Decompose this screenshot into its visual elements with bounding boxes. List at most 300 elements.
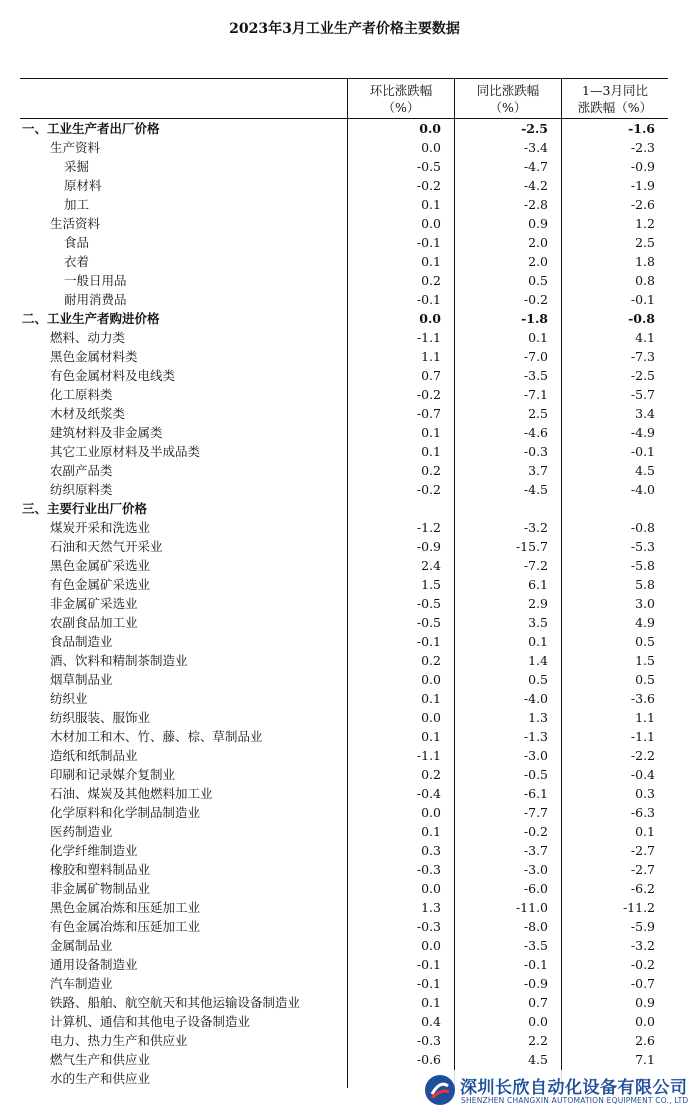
row-label: 黑色金属材料类 (50, 349, 138, 364)
table-row (20, 480, 668, 499)
ytd-value: 3.0 (635, 596, 655, 611)
mom-value: 0.2 (421, 767, 441, 782)
column-divider (561, 841, 562, 860)
yoy-value: 3.5 (528, 615, 548, 630)
row-label: 石油、煤炭及其他燃料加工业 (50, 786, 213, 801)
column-divider (347, 1069, 348, 1088)
table-row (20, 442, 668, 461)
table-row (20, 518, 668, 537)
column-divider (454, 480, 455, 499)
row-label: 黑色金属冶炼和压延加工业 (50, 900, 201, 915)
row-label: 造纸和纸制品业 (50, 748, 138, 763)
mom-value: 0.0 (419, 311, 441, 326)
row-label: 建筑材料及非金属类 (50, 425, 163, 440)
table-row (20, 670, 668, 689)
column-divider (561, 727, 562, 746)
column-divider (454, 233, 455, 252)
table-row (20, 708, 668, 727)
table-row (20, 499, 668, 518)
column-divider (454, 974, 455, 993)
column-divider (347, 917, 348, 936)
column-divider (454, 176, 455, 195)
mom-value: 0.0 (421, 216, 441, 231)
column-divider (561, 689, 562, 708)
mom-value: -0.1 (416, 634, 441, 649)
ytd-value: -0.2 (630, 957, 655, 972)
table-row (20, 822, 668, 841)
column-divider (347, 1050, 348, 1069)
yoy-value: 0.9 (528, 216, 548, 231)
table-row (20, 252, 668, 271)
column-divider (561, 518, 562, 537)
mom-value: -0.2 (416, 178, 441, 193)
table-row (20, 309, 668, 328)
yoy-value: -3.4 (523, 140, 548, 155)
mom-value: -0.5 (416, 159, 441, 174)
header-ytd-line1: 1—3月同比 (582, 83, 648, 98)
column-divider (454, 518, 455, 537)
column-divider (561, 784, 562, 803)
column-divider (561, 860, 562, 879)
yoy-value: -3.7 (523, 843, 548, 858)
column-divider (561, 746, 562, 765)
column-divider (347, 632, 348, 651)
column-divider (347, 727, 348, 746)
yoy-value: -4.0 (523, 691, 548, 706)
table-row (20, 1050, 668, 1069)
column-divider (347, 651, 348, 670)
ytd-value: -1.1 (630, 729, 655, 744)
column-divider (561, 404, 562, 423)
table-row (20, 138, 668, 157)
mom-value: 0.7 (421, 368, 441, 383)
ytd-value: -7.3 (630, 349, 655, 364)
column-divider (561, 366, 562, 385)
ytd-value: 2.5 (635, 235, 655, 250)
table-row (20, 784, 668, 803)
table-row (20, 195, 668, 214)
column-divider (454, 157, 455, 176)
column-divider (347, 537, 348, 556)
column-divider (454, 1031, 455, 1050)
ytd-value: 0.5 (635, 672, 655, 687)
table-row (20, 423, 668, 442)
column-divider (347, 309, 348, 328)
mom-value: 0.0 (421, 140, 441, 155)
column-divider (454, 347, 455, 366)
table-row (20, 613, 668, 632)
column-divider (347, 290, 348, 309)
yoy-value: -4.6 (523, 425, 548, 440)
column-divider (561, 176, 562, 195)
column-divider (561, 632, 562, 651)
column-divider (347, 423, 348, 442)
mom-value: 0.2 (421, 273, 441, 288)
ytd-value: -2.6 (630, 197, 655, 212)
ytd-value: 0.1 (635, 824, 655, 839)
table-row (20, 347, 668, 366)
ytd-value: 2.6 (635, 1033, 655, 1048)
column-divider (347, 271, 348, 290)
column-divider (454, 613, 455, 632)
yoy-value: 0.1 (528, 330, 548, 345)
yoy-value: -7.2 (523, 558, 548, 573)
table-row (20, 632, 668, 651)
column-divider (454, 917, 455, 936)
column-divider (347, 765, 348, 784)
row-label: 三、主要行业出厂价格 (22, 501, 148, 516)
yoy-value: 2.0 (528, 235, 548, 250)
header-mom-line2: （%） (382, 100, 420, 115)
yoy-value: 0.5 (528, 672, 548, 687)
column-divider (347, 974, 348, 993)
column-divider (454, 746, 455, 765)
yoy-value: -6.0 (523, 881, 548, 896)
row-label: 非金属矿物制品业 (50, 881, 151, 896)
mom-value: 1.3 (421, 900, 441, 915)
header-ytd-line2: 涨跌幅（%） (577, 100, 653, 115)
mom-value: -1.1 (416, 330, 441, 345)
company-logo-icon (424, 1074, 456, 1106)
mom-value: 0.4 (421, 1014, 441, 1029)
row-label: 纺织服装、服饰业 (50, 710, 151, 725)
ytd-value: 4.9 (635, 615, 655, 630)
column-divider (561, 499, 562, 518)
yoy-value: 0.5 (528, 273, 548, 288)
row-label: 化工原料类 (50, 387, 113, 402)
column-divider (454, 765, 455, 784)
column-divider (561, 423, 562, 442)
yoy-value: -2.8 (523, 197, 548, 212)
mom-value: -0.5 (416, 596, 441, 611)
mom-value: 0.1 (421, 995, 441, 1010)
row-label: 水的生产和供应业 (50, 1071, 151, 1086)
ytd-value: 7.1 (635, 1052, 655, 1067)
table-header (20, 78, 668, 119)
yoy-value: -0.2 (523, 824, 548, 839)
table-row (20, 271, 668, 290)
column-divider (454, 252, 455, 271)
column-divider (561, 955, 562, 974)
table-row (20, 993, 668, 1012)
column-divider (561, 214, 562, 233)
mom-value: 0.0 (421, 938, 441, 953)
yoy-value: -7.7 (523, 805, 548, 820)
column-divider (454, 423, 455, 442)
column-divider (454, 689, 455, 708)
yoy-value: -3.5 (523, 368, 548, 383)
header-ytd (561, 79, 668, 118)
column-divider (347, 670, 348, 689)
table-row (20, 689, 668, 708)
ytd-value: -5.7 (630, 387, 655, 402)
column-divider (454, 537, 455, 556)
mom-value: -0.6 (416, 1052, 441, 1067)
column-divider (561, 537, 562, 556)
mom-value: 0.0 (421, 805, 441, 820)
mom-value: 2.4 (421, 558, 441, 573)
column-divider (561, 917, 562, 936)
column-divider (454, 195, 455, 214)
column-divider (347, 385, 348, 404)
row-label: 生产资料 (50, 140, 101, 155)
ytd-value: -0.7 (630, 976, 655, 991)
table-row (20, 176, 668, 195)
row-label: 酒、饮料和精制茶制造业 (50, 653, 188, 668)
mom-value: -0.5 (416, 615, 441, 630)
mom-value: 1.5 (421, 577, 441, 592)
column-divider (454, 670, 455, 689)
column-divider (561, 556, 562, 575)
column-divider (347, 936, 348, 955)
row-label: 木材及纸浆类 (50, 406, 126, 421)
column-divider (454, 271, 455, 290)
row-label: 农副产品类 (50, 463, 113, 478)
column-divider (454, 803, 455, 822)
ytd-value: -0.1 (630, 444, 655, 459)
ytd-value: 5.8 (635, 577, 655, 592)
ytd-value: -5.3 (630, 539, 655, 554)
table-row (20, 404, 668, 423)
yoy-value: -3.0 (523, 748, 548, 763)
table-row (20, 575, 668, 594)
column-divider (347, 556, 348, 575)
yoy-value: -0.2 (523, 292, 548, 307)
yoy-value: -3.0 (523, 862, 548, 877)
row-label: 一般日用品 (64, 273, 127, 288)
column-divider (347, 689, 348, 708)
ytd-value: -0.8 (630, 520, 655, 535)
ytd-value: -0.9 (630, 159, 655, 174)
column-divider (454, 879, 455, 898)
column-divider (347, 784, 348, 803)
ytd-value: 4.5 (635, 463, 655, 478)
column-divider (561, 271, 562, 290)
mom-value: -0.1 (416, 292, 441, 307)
yoy-value: 4.5 (528, 1052, 548, 1067)
ytd-value: 1.1 (635, 710, 655, 725)
column-divider (454, 404, 455, 423)
column-divider (347, 803, 348, 822)
mom-value: 0.0 (419, 121, 441, 136)
column-divider (561, 765, 562, 784)
table-row (20, 157, 668, 176)
column-divider (454, 499, 455, 518)
ytd-value: -2.2 (630, 748, 655, 763)
mom-value: 1.1 (421, 349, 441, 364)
yoy-value: 0.0 (528, 1014, 548, 1029)
column-divider (561, 119, 562, 138)
yoy-value: -0.1 (523, 957, 548, 972)
mom-value: -0.3 (416, 1033, 441, 1048)
column-divider (561, 328, 562, 347)
mom-value: 0.1 (421, 824, 441, 839)
price-table (20, 78, 668, 1088)
column-divider (454, 1012, 455, 1031)
row-label: 非金属矿采选业 (50, 596, 138, 611)
mom-value: 0.1 (421, 197, 441, 212)
table-row (20, 651, 668, 670)
table-row (20, 1012, 668, 1031)
column-divider (454, 461, 455, 480)
table-row (20, 803, 668, 822)
column-divider (347, 708, 348, 727)
row-label: 农副食品加工业 (50, 615, 138, 630)
table-row (20, 385, 668, 404)
yoy-value: -4.7 (523, 159, 548, 174)
column-divider (454, 936, 455, 955)
yoy-value: -1.3 (523, 729, 548, 744)
yoy-value: -6.1 (523, 786, 548, 801)
column-divider (347, 1031, 348, 1050)
row-label: 煤炭开采和洗选业 (50, 520, 151, 535)
mom-value: 0.2 (421, 653, 441, 668)
column-divider (561, 708, 562, 727)
column-divider (347, 613, 348, 632)
mom-value: -0.1 (416, 957, 441, 972)
yoy-value: -0.9 (523, 976, 548, 991)
column-divider (347, 347, 348, 366)
mom-value: -1.1 (416, 748, 441, 763)
table-row (20, 879, 668, 898)
column-divider (454, 366, 455, 385)
column-divider (347, 461, 348, 480)
row-label: 纺织原料类 (50, 482, 113, 497)
column-divider (454, 841, 455, 860)
mom-value: 0.1 (421, 444, 441, 459)
column-divider (347, 138, 348, 157)
column-divider (347, 860, 348, 879)
column-divider (454, 993, 455, 1012)
yoy-value: -0.5 (523, 767, 548, 782)
column-divider (561, 157, 562, 176)
column-divider (347, 841, 348, 860)
table-row (20, 556, 668, 575)
column-divider (454, 708, 455, 727)
row-label: 燃料、动力类 (50, 330, 126, 345)
table-body (20, 119, 668, 1088)
row-label: 化学纤维制造业 (50, 843, 138, 858)
row-label: 木材加工和木、竹、藤、棕、草制品业 (50, 729, 263, 744)
ytd-value: 1.2 (635, 216, 655, 231)
yoy-value: -3.2 (523, 520, 548, 535)
column-divider (561, 993, 562, 1012)
row-label: 二、工业生产者购进价格 (22, 311, 160, 326)
row-label: 化学原料和化学制品制造业 (50, 805, 201, 820)
mom-value: 0.0 (421, 881, 441, 896)
column-divider (561, 195, 562, 214)
mom-value: -0.2 (416, 387, 441, 402)
table-row (20, 917, 668, 936)
yoy-value: -0.3 (523, 444, 548, 459)
yoy-value: -15.7 (515, 539, 548, 554)
ytd-value: -1.9 (630, 178, 655, 193)
row-label: 印刷和记录媒介复制业 (50, 767, 176, 782)
yoy-value: 2.5 (528, 406, 548, 421)
mom-value: 0.0 (421, 710, 441, 725)
row-label: 燃气生产和供应业 (50, 1052, 151, 1067)
yoy-value: 2.2 (528, 1033, 548, 1048)
column-divider (561, 651, 562, 670)
company-name-cn: 深圳长欣自动化设备有限公司 (460, 1078, 688, 1098)
table-row (20, 366, 668, 385)
column-divider (347, 328, 348, 347)
table-row (20, 328, 668, 347)
yoy-value: 2.0 (528, 254, 548, 269)
column-divider (347, 499, 348, 518)
row-label: 食品制造业 (50, 634, 113, 649)
table-row (20, 746, 668, 765)
mom-value: 0.1 (421, 254, 441, 269)
column-divider (454, 119, 455, 138)
column-divider (347, 879, 348, 898)
column-divider (454, 632, 455, 651)
row-label: 黑色金属矿采选业 (50, 558, 151, 573)
header-yoy-line2: （%） (489, 100, 527, 115)
table-row (20, 727, 668, 746)
yoy-value: -1.8 (521, 311, 548, 326)
column-divider (561, 252, 562, 271)
page-title: 2023年3月工业生产者价格主要数据 (229, 21, 460, 37)
table-row (20, 1031, 668, 1050)
mom-value: -0.2 (416, 482, 441, 497)
table-row (20, 860, 668, 879)
mom-value: -0.4 (416, 786, 441, 801)
yoy-value: 6.1 (528, 577, 548, 592)
column-divider (561, 1031, 562, 1050)
mom-value: -0.1 (416, 976, 441, 991)
mom-value: -0.3 (416, 919, 441, 934)
row-label: 金属制品业 (50, 938, 113, 953)
column-divider (347, 575, 348, 594)
ytd-value: -2.7 (630, 862, 655, 877)
ytd-value: -2.5 (630, 368, 655, 383)
row-label: 电力、热力生产和供应业 (50, 1033, 188, 1048)
mom-value: -0.9 (416, 539, 441, 554)
ytd-value: -5.9 (630, 919, 655, 934)
mom-value: 0.1 (421, 691, 441, 706)
header-yoy-line1: 同比涨跌幅 (476, 83, 540, 98)
header-mom (347, 79, 454, 118)
table-row (20, 898, 668, 917)
table-row (20, 974, 668, 993)
column-divider (454, 290, 455, 309)
ytd-value: -3.6 (630, 691, 655, 706)
column-divider (347, 233, 348, 252)
column-divider (347, 993, 348, 1012)
yoy-value: -3.5 (523, 938, 548, 953)
column-divider (561, 898, 562, 917)
column-divider (561, 936, 562, 955)
ytd-value: -2.7 (630, 843, 655, 858)
column-divider (561, 1050, 562, 1069)
row-label: 橡胶和塑料制品业 (50, 862, 151, 877)
column-divider (561, 803, 562, 822)
row-label: 衣着 (64, 254, 90, 269)
column-divider (561, 594, 562, 613)
column-divider (347, 1012, 348, 1031)
column-divider (561, 575, 562, 594)
column-divider (561, 233, 562, 252)
table-row (20, 290, 668, 309)
column-divider (347, 518, 348, 537)
ytd-value: 4.1 (635, 330, 655, 345)
ytd-value: -2.3 (630, 140, 655, 155)
table-row (20, 765, 668, 784)
ytd-value: 3.4 (635, 406, 655, 421)
column-divider (454, 651, 455, 670)
column-divider (561, 290, 562, 309)
